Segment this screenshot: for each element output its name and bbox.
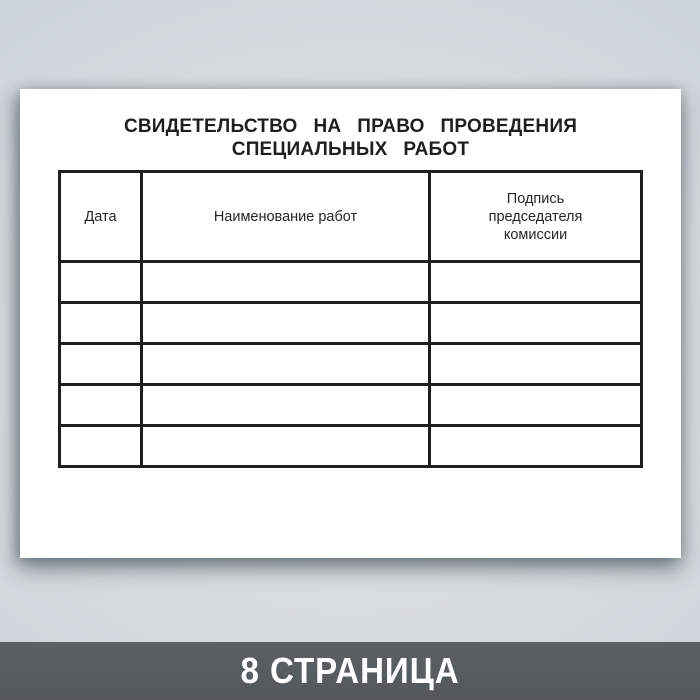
column-header-date-label: Дата <box>84 208 117 225</box>
table-row <box>60 344 642 385</box>
page-number-label: 8 СТРАНИЦА <box>240 650 460 691</box>
column-header-date <box>60 172 142 262</box>
empty-cell <box>430 385 642 426</box>
table-row <box>60 426 642 467</box>
empty-cell <box>60 303 142 344</box>
document-title <box>20 115 681 161</box>
document-page <box>20 89 681 558</box>
works-table <box>58 170 643 468</box>
works-table-body <box>60 262 642 467</box>
empty-cell <box>60 385 142 426</box>
page-number-banner <box>0 642 700 700</box>
document-title-line2: СПЕЦИАЛЬНЫХ РАБОТ <box>231 139 470 160</box>
empty-cell <box>142 262 430 303</box>
table-row <box>60 262 642 303</box>
column-header-chairman-signature <box>430 172 642 262</box>
empty-cell <box>430 262 642 303</box>
column-header-work-name-label: Наименование работ <box>213 208 358 225</box>
empty-cell <box>142 385 430 426</box>
empty-cell <box>430 344 642 385</box>
works-table-header <box>60 172 642 262</box>
column-header-work-name <box>142 172 430 262</box>
empty-cell <box>60 426 142 467</box>
column-header-chairman-signature-label: Подпись председателя комиссии <box>488 190 583 243</box>
empty-cell <box>60 344 142 385</box>
table-row <box>60 385 642 426</box>
empty-cell <box>430 303 642 344</box>
empty-cell <box>60 262 142 303</box>
empty-cell <box>430 426 642 467</box>
header-row <box>60 172 642 262</box>
empty-cell <box>142 426 430 467</box>
document-title-line1: СВИДЕТЕЛЬСТВО НА ПРАВО ПРОВЕДЕНИЯ <box>123 116 578 137</box>
table-row <box>60 303 642 344</box>
empty-cell <box>142 344 430 385</box>
empty-cell <box>142 303 430 344</box>
